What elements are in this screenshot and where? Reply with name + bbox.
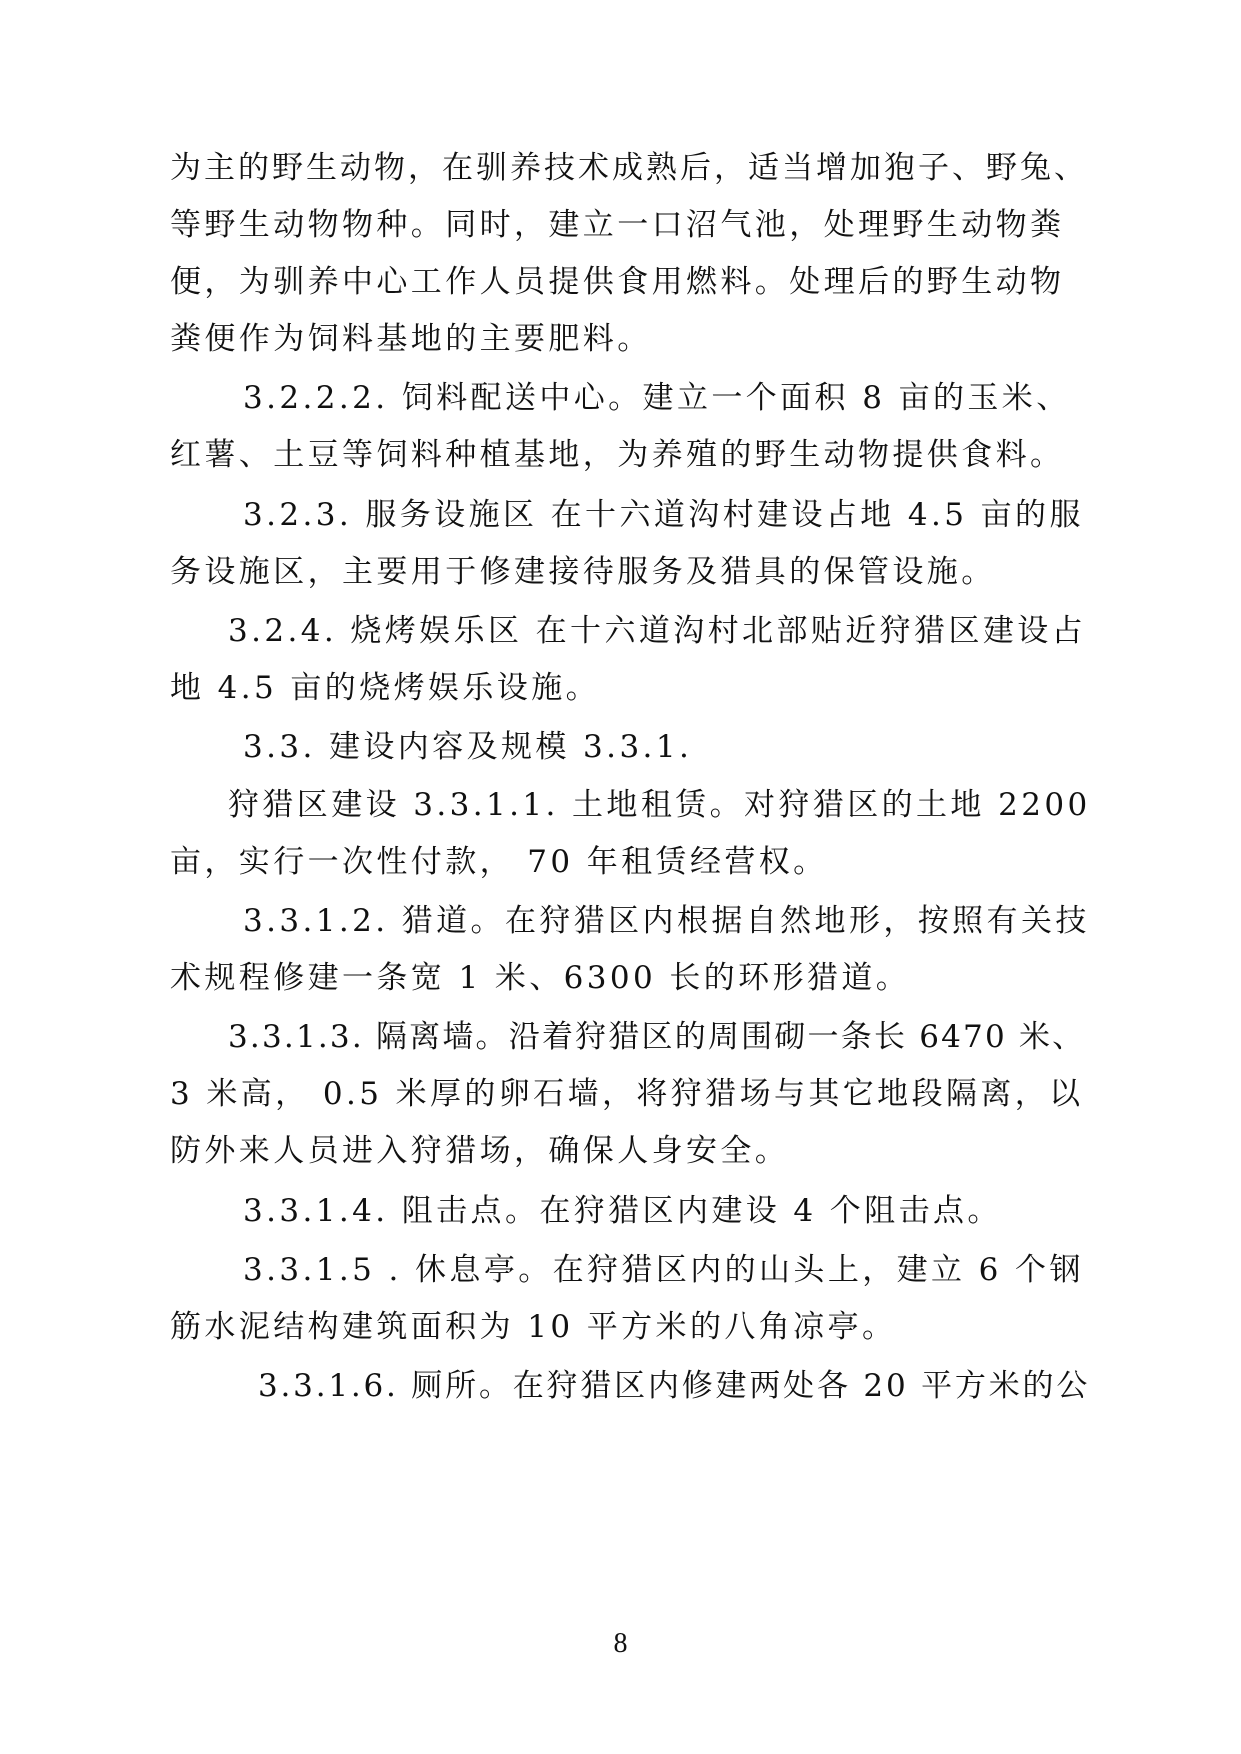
text-line: 3.2.4. 烧烤娱乐区 在十六道沟村北部贴近狩猎区建设占 [228,613,1087,649]
text-line: 亩，实行一次性付款， 70 年租赁经营权。 [170,844,828,880]
text-line: 筋水泥结构建筑面积为 10 平方米的八角凉亭。 [170,1309,897,1345]
text-line: 红薯、土豆等饲料种植基地，为养殖的野生动物提供食料。 [170,437,1065,473]
text-line: 地 4.5 亩的烧烤娱乐设施。 [170,670,601,706]
text-line: 3.3. 建设内容及规模 3.3.1. [243,729,693,765]
text-line: 等野生动物物种。同时，建立一口沼气池，处理野生动物粪 [170,207,1065,243]
text-line: 术规程修建一条宽 1 米、6300 长的环形猎道。 [170,960,911,996]
text-line: 3.3.1.5 . 休息亭。在狩猎区内的山头上，建立 6 个钢 [243,1252,1084,1288]
text-line: 3.3.1.3. 隔离墙。沿着狩猎区的周围砌一条长 6470 米、 [228,1019,1086,1055]
text-line: 为主的野生动物，在驯养技术成熟后，适当增加狍子、野兔、 [170,150,1088,186]
text-line: 便，为驯养中心工作人员提供食用燃料。处理后的野生动物 [170,264,1065,300]
text-line: 务设施区，主要用于修建接待服务及猎具的保管设施。 [170,554,996,590]
text-line: 3.3.1.4. 阻击点。在狩猎区内建设 4 个阻击点。 [243,1193,1002,1229]
text-line: 粪便作为饲料基地的主要肥料。 [170,321,652,357]
text-line: 狩猎区建设 3.3.1.1. 土地租赁。对狩猎区的土地 2200 [228,787,1091,823]
page-number: 8 [613,1628,628,1659]
text-line: 3 米高， 0.5 米厚的卵石墙，将狩猎场与其它地段隔离，以 [170,1076,1084,1112]
text-line: 3.3.1.2. 猎道。在狩猎区内根据自然地形，按照有关技 [243,903,1090,939]
text-line: 3.3.1.6. 厕所。在狩猎区内修建两处各 20 平方米的公 [258,1368,1091,1404]
text-line: 3.2.2.2. 饲料配送中心。建立一个面积 8 亩的玉米、 [243,380,1071,416]
text-line: 3.2.3. 服务设施区 在十六道沟村建设占地 4.5 亩的服 [243,497,1084,533]
text-line: 防外来人员进入狩猎场，确保人身安全。 [170,1133,790,1169]
